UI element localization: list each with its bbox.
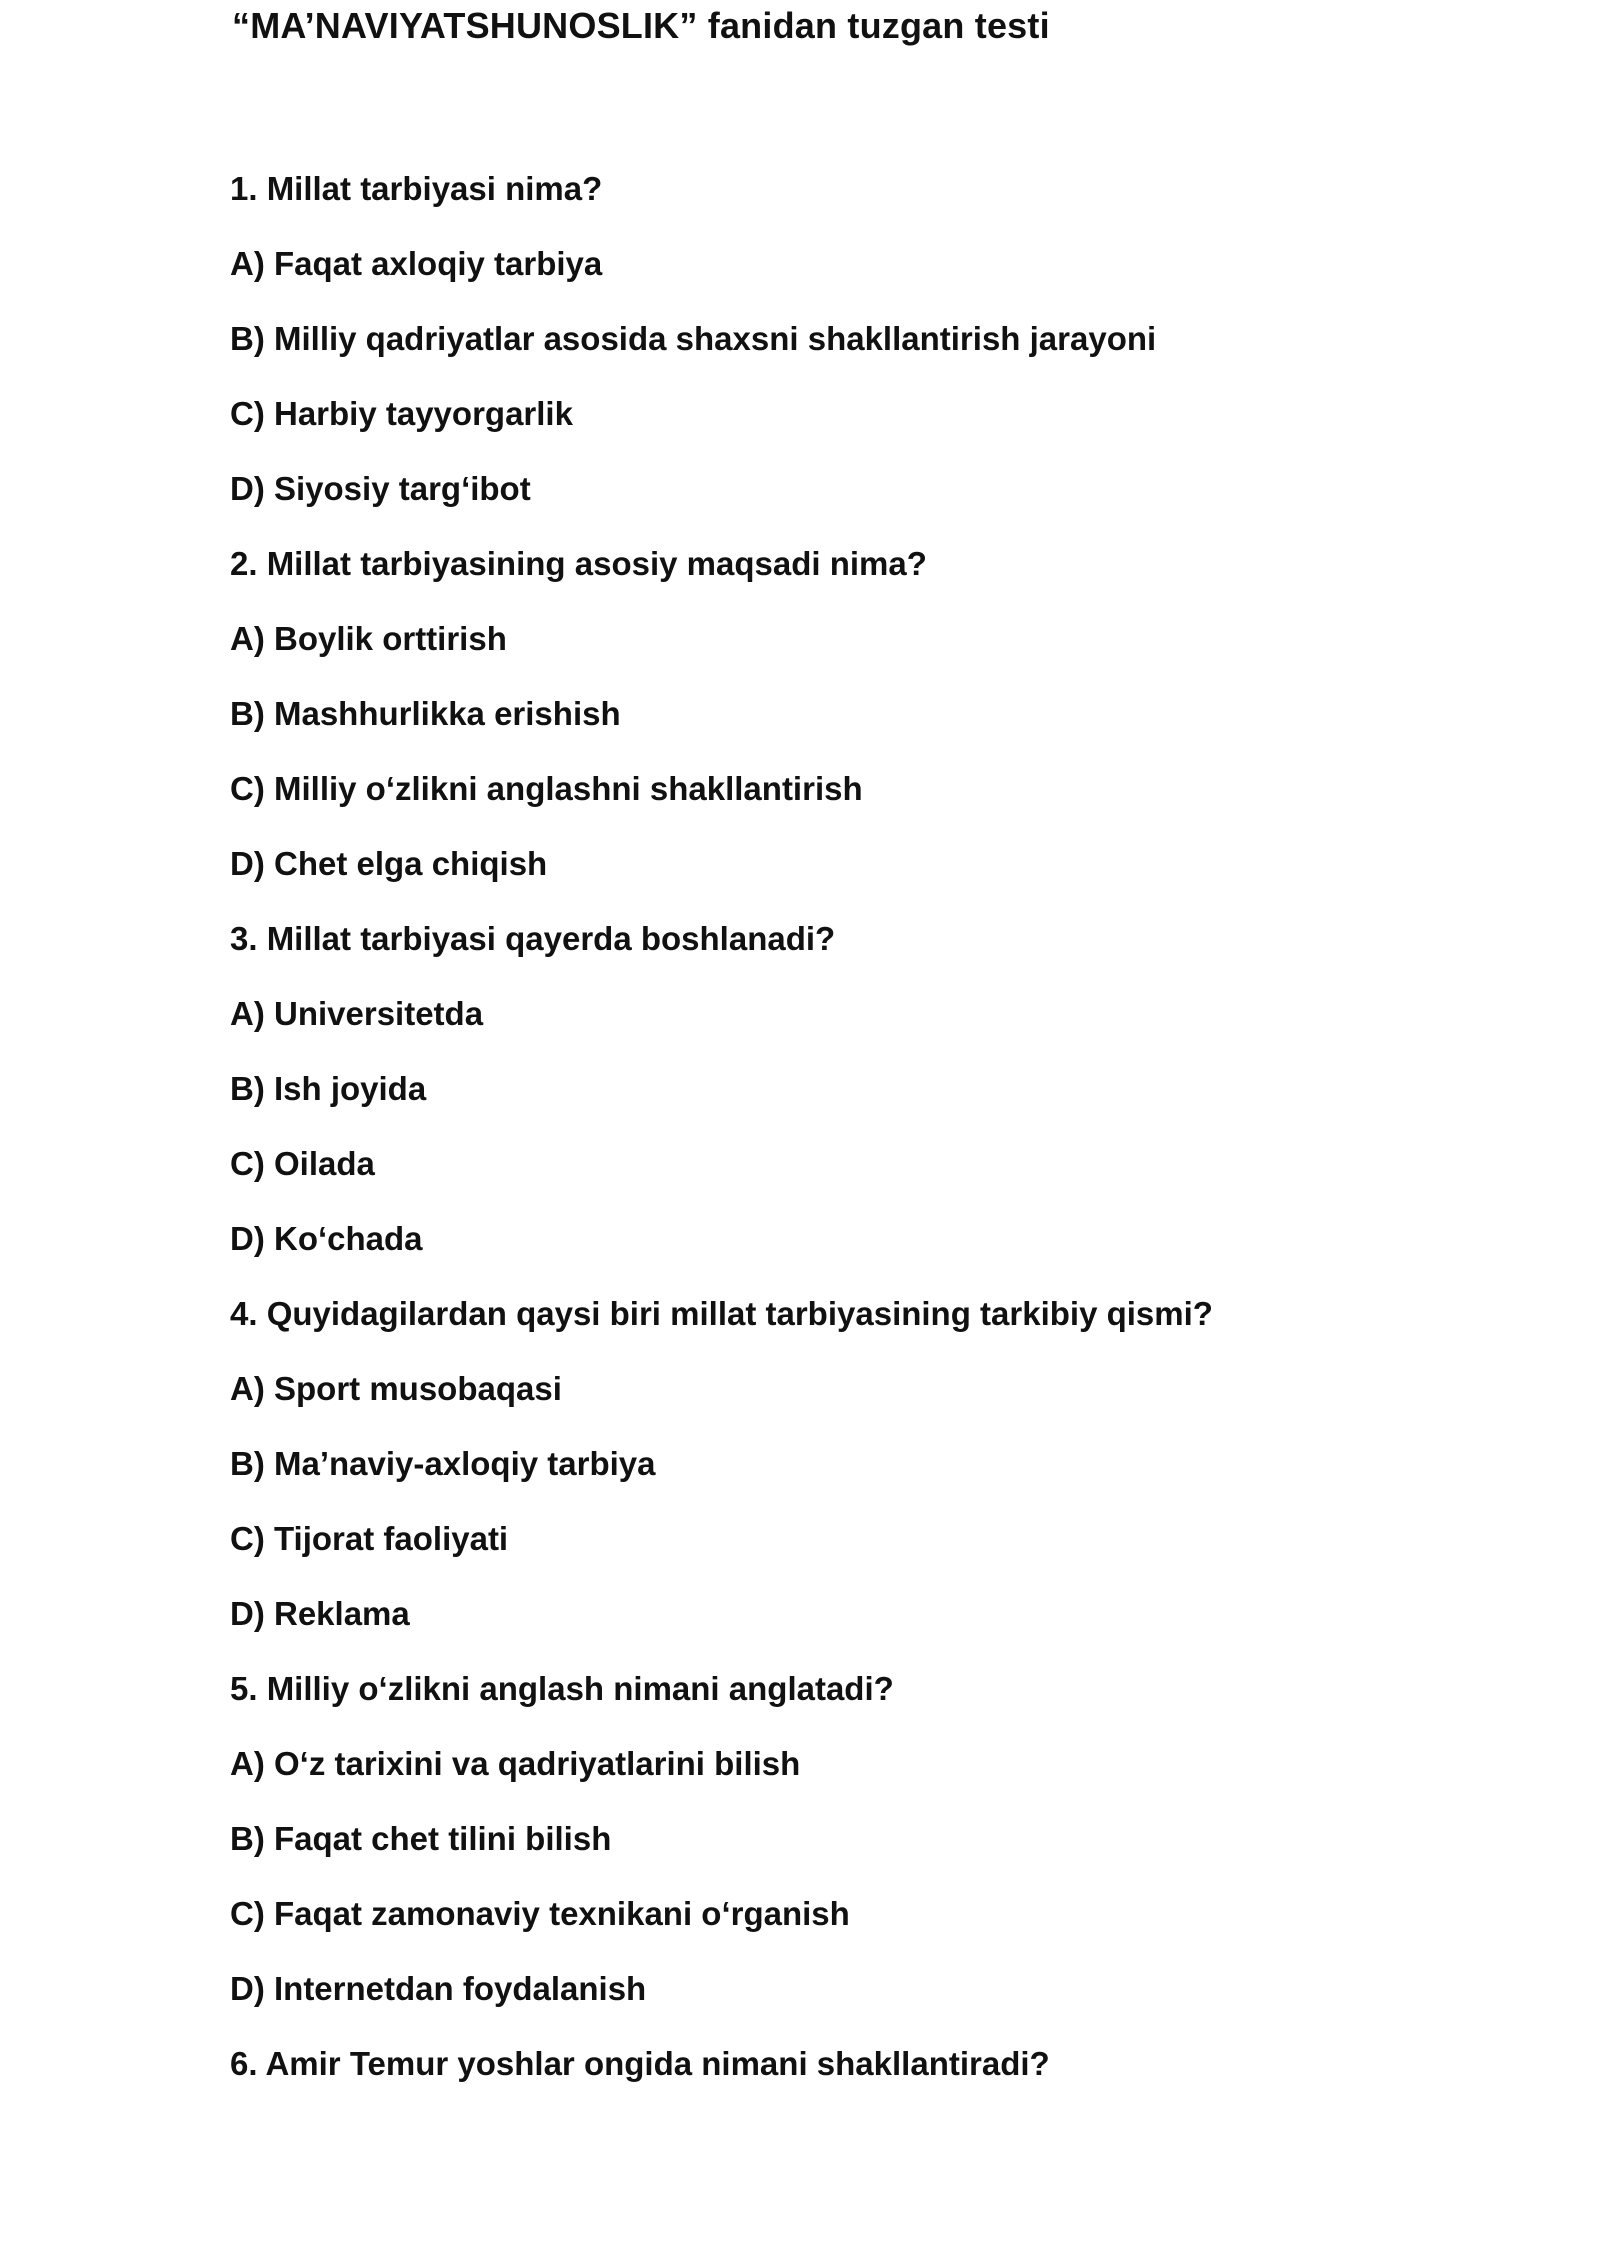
question-4: 4. Quyidagilardan qaysi biri millat tarbiyasining tarkibiy qismi? bbox=[230, 1295, 1213, 1332]
question-1-option-c: C) Harbiy tayyorgarlik bbox=[230, 395, 573, 432]
question-1-option-a: A) Faqat axloqiy tarbiya bbox=[230, 245, 603, 282]
question-3-option-a: A) Universitetda bbox=[230, 995, 484, 1032]
question-2-option-b: B) Mashhurlikka erishish bbox=[230, 695, 621, 732]
question-2-option-a: A) Boylik orttirish bbox=[230, 620, 507, 657]
question-1-option-b: B) Milliy qadriyatlar asosida shaxsni shakllantirish jarayoni bbox=[230, 320, 1157, 357]
question-6: 6. Amir Temur yoshlar ongida nimani shakllantiradi? bbox=[230, 2045, 1050, 2082]
question-4-option-a: A) Sport musobaqasi bbox=[230, 1370, 562, 1407]
question-5: 5. Milliy o‘zlikni anglash nimani anglatadi? bbox=[230, 1670, 894, 1707]
question-5-option-d: D) Internetdan foydalanish bbox=[230, 1970, 647, 2007]
question-5-option-b: B) Faqat chet tilini bilish bbox=[230, 1820, 612, 1857]
question-4-option-c: C) Tijorat faoliyati bbox=[230, 1520, 509, 1557]
question-4-option-d: D) Reklama bbox=[230, 1595, 410, 1632]
question-1-option-d: D) Siyosiy targ‘ibot bbox=[230, 470, 531, 507]
question-2-option-c: C) Milliy o‘zlikni anglashni shakllantirish bbox=[230, 770, 863, 807]
question-2-option-d: D) Chet elga chiqish bbox=[230, 845, 548, 882]
question-5-option-a: A) O‘z tarixini va qadriyatlarini bilish bbox=[230, 1745, 801, 1782]
question-4-option-b: B) Ma’naviy-axloqiy tarbiya bbox=[230, 1445, 656, 1482]
question-2: 2. Millat tarbiyasining asosiy maqsadi nima? bbox=[230, 545, 927, 582]
question-3-option-b: B) Ish joyida bbox=[230, 1070, 427, 1107]
document-title: “MA’NAVIYATSHUNOSLIK” fanidan tuzgan testi bbox=[232, 5, 1050, 46]
question-5-option-c: C) Faqat zamonaviy texnikani o‘rganish bbox=[230, 1895, 850, 1932]
question-3-option-c: C) Oilada bbox=[230, 1145, 375, 1182]
question-3-option-d: D) Ko‘chada bbox=[230, 1220, 423, 1257]
quiz-list bbox=[230, 165, 1430, 2115]
question-1: 1. Millat tarbiyasi nima? bbox=[230, 170, 603, 207]
question-3: 3. Millat tarbiyasi qayerda boshlanadi? bbox=[230, 920, 836, 957]
